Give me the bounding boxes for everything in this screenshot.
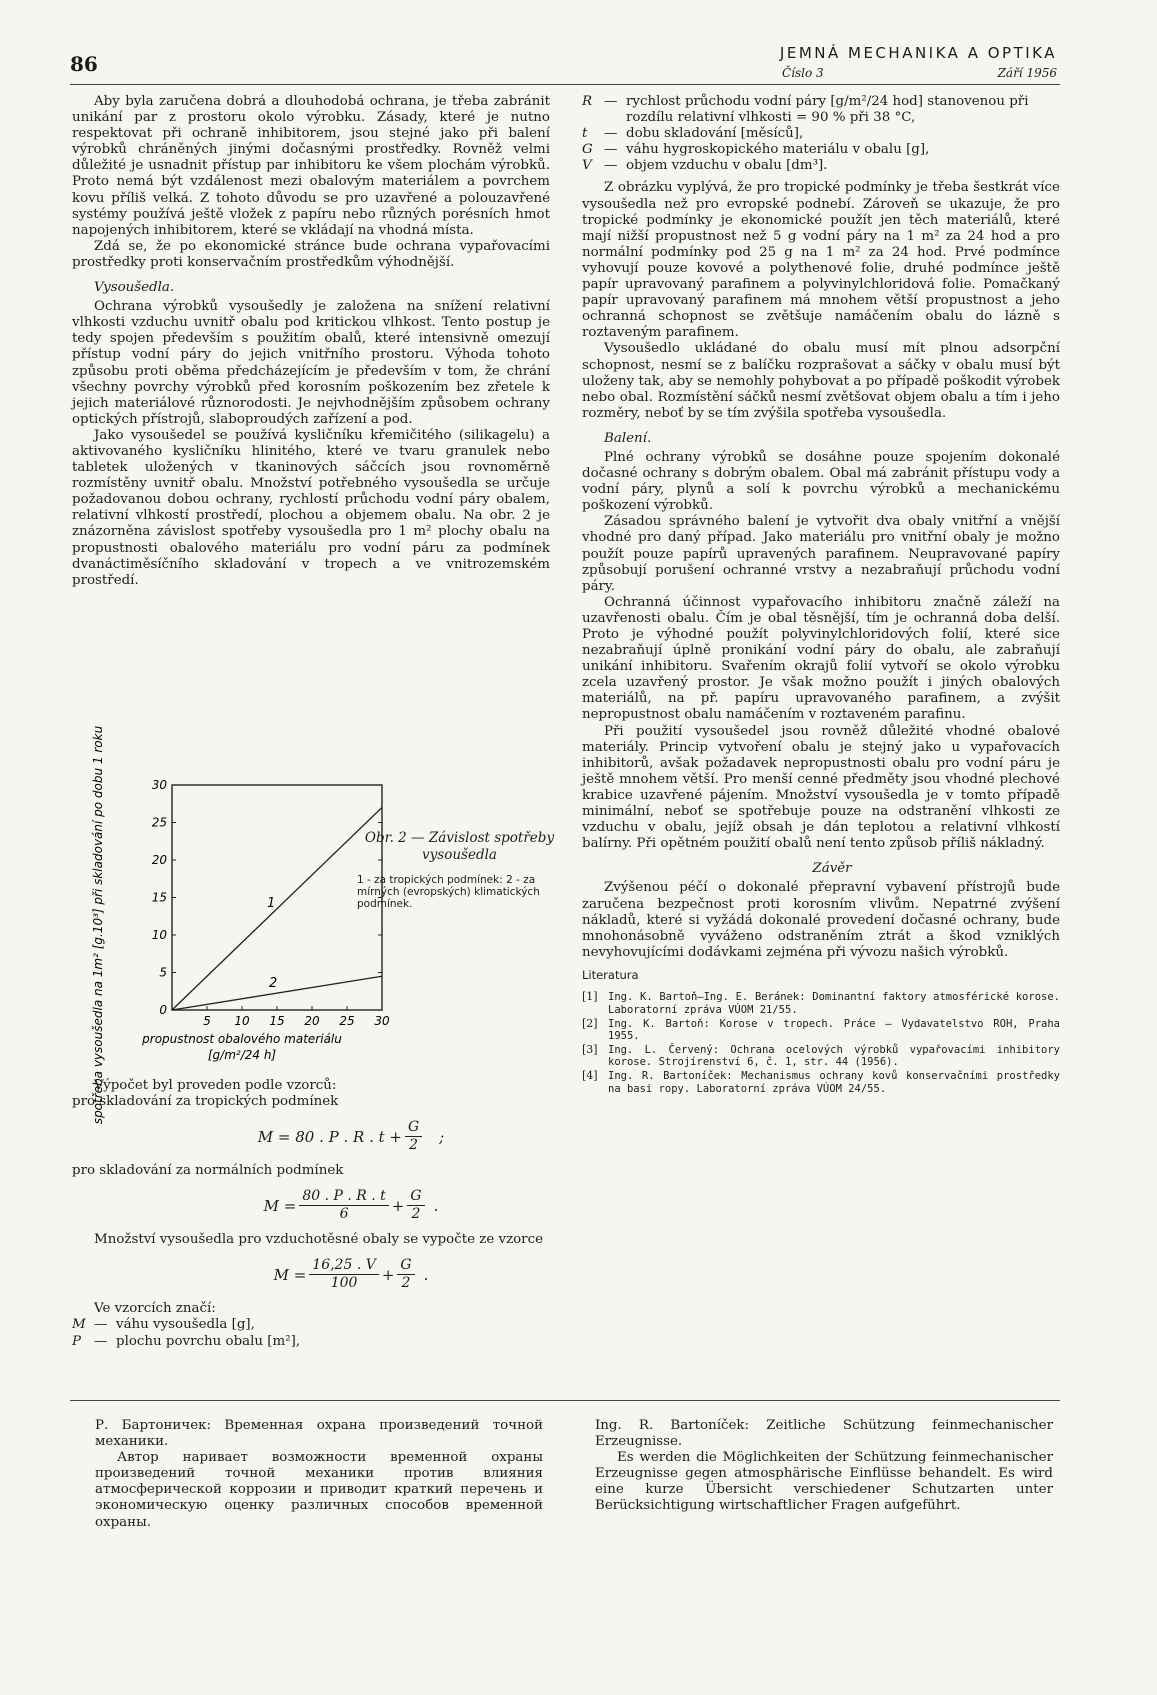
x-axis-label: propustnost obalového materiálu: [142, 1032, 342, 1046]
paragraph: Z obrázku vyplývá, že pro tropické podmínky je třeba šestkrát více vysoušedla než pro evropské podnebí. Zároveň se ukazuje, že pro tropické podmínky je ekonomické použít jen těch materiálů, které mají nižší propustnost než 5 g vodní páry na 1 m² za 24 hod a pro normální podmínky pod 25 g na 1 m² za 24 hod. Prvé podmínce vyhovují pouze kovové a polythenové folie, druhé podmínce ještě papír upravovaný parafinem a polyvinylchloridová folie. Pomačkaný papír upravovaný parafinem má mnohem větší propustnost a jeho ochranná schopnost se zvětšuje namáčením obalu do lázně s roztaveným parafinem.: [582, 180, 1060, 341]
header-rule: [70, 84, 1060, 85]
literature-number: [1]: [582, 990, 598, 1004]
section-heading-zaver: Závěr: [812, 861, 852, 877]
numerator: G: [397, 1257, 414, 1275]
literature: [582, 969, 1060, 1095]
literature-item: [582, 991, 1060, 1016]
fraction: [309, 1257, 379, 1292]
paragraph: Výpočet byl proveden podle vzorců:: [94, 1078, 337, 1093]
x-tick-label: 15: [269, 1014, 285, 1028]
right-column: [582, 94, 1060, 1096]
formula-term: M =: [263, 1196, 297, 1215]
definition-text: plochu povrchu obalu [m²],: [116, 1333, 301, 1349]
y-tick-label: 0: [159, 1003, 167, 1017]
literature-number: [3]: [582, 1042, 598, 1056]
issue-date: Září 1956: [997, 66, 1057, 80]
fraction: [407, 1188, 424, 1223]
formula-section: [72, 1078, 550, 1350]
literature-text: Ing. K. Bartoň: Korose v tropech. Práce — Vydavatelstvo ROH, Praha 1955.: [608, 1017, 1060, 1043]
literature-item: [582, 1018, 1060, 1043]
denominator: 6: [339, 1206, 349, 1223]
literature-text: Ing. R. Bartoníček: Mechanismus ochrany kovů konservačními prostředky na basi ropy. Laboratorní zpráva VÚOM 24/55.: [608, 1070, 1060, 1095]
definition-text: váhu vysoušedla [g],: [116, 1317, 255, 1333]
y-tick-label: 15: [151, 890, 167, 905]
symbol-definitions-right: [582, 94, 1060, 174]
paragraph: pro skladování za normálních podmínek: [72, 1163, 344, 1179]
chart-series: [172, 808, 382, 1011]
formula-airtight: [152, 1257, 550, 1292]
paragraph: Ochranná účinnost vypařovacího inhibitoru značně záleží na uzavřenosti obalu. Čím je obal těsnější, tím je ochranná doba delší. Proto je výhodné použít polyvinylchloridových folií, které sice nezabraňují úplně pronikání vodní páry do obalu, ale zabraňují unikání inhibitoru. Svařením okrajů folií vytvoří se okolo výrobku zcela uzavřený prostor. Je však možno použít i jiných obalových materiálů, na př. papíru upravovaného parafinem, a zvýšit nepropustnost obalu namáčením v roztaveném parafinu.: [582, 594, 1060, 723]
paragraph: Zásadou správného balení je vytvořit dva obaly vnitřní a vnější vhodné pro daný případ. Jako materiálu pro vnitřní obaly je možno použít pouze papírů upravených parafinem. Neupravované papíry způsobují porušení ochranné vrstvy a nezabraňují průchodu vodní páry.: [582, 514, 1060, 594]
literature-item: [582, 1044, 1060, 1069]
definition-item: t — dobu skladování [měsíců],: [582, 126, 1060, 142]
paragraph: Zdá se, že po ekonomické stránce bude ochrana vypařovacími prostředky proti konservačním prostředkům výhodnější.: [72, 238, 550, 270]
figure-caption-title: Obr. 2 — Závislost spotřeby vysoušedla: [364, 830, 555, 863]
definition-symbol: t: [582, 126, 588, 142]
fraction: [405, 1119, 422, 1154]
abstract-body: Es werden die Möglichkeiten der Schützung feinmechanischer Erzeugnisse gegen atmosphärische Einflüsse behandelt. Es wird eine kurze Übersicht verschiedener Schutzarten unter Berücksichtigung wirtschaftlicher Fragen aufgeführt.: [595, 1450, 1053, 1514]
x-axis-unit: [g/m²/24 h]: [207, 1048, 277, 1062]
x-tick-label: 25: [339, 1014, 355, 1028]
literature-text: Ing. L. Červený: Ochrana ocelových výrobků vypařovacími inhibitory korose. Strojírenství 6, č. 1, str. 44 (1956).: [608, 1043, 1060, 1069]
figure-caption-legend: 1 - za tropických podmínek: 2 - za mírných (evropských) klimatických podmínek.: [357, 874, 540, 910]
definition-symbol: G: [582, 142, 593, 158]
abstract-russian: [95, 1418, 543, 1531]
fraction: [397, 1257, 414, 1292]
issue-line: [782, 66, 1057, 80]
abstract-title: Р. Бартоничек: Временная охрана произведений точной механики.: [95, 1418, 543, 1450]
x-tick-label: 20: [304, 1014, 320, 1028]
x-tick-label: 30: [374, 1014, 390, 1028]
formula-end: .: [423, 1265, 429, 1284]
formula-end: ;: [439, 1127, 445, 1146]
literature-item: [582, 1070, 1060, 1095]
literature-text: Ing. K. Bartoň—Ing. E. Beránek: Dominantní faktory atmosférické korose. Laboratorní zpráva VÚOM 21/55.: [608, 991, 1060, 1017]
y-tick-label: 20: [151, 853, 167, 867]
denominator: 2: [401, 1275, 411, 1292]
y-tick-label: 25: [151, 815, 167, 830]
formula-plus: +: [381, 1265, 395, 1284]
definition-item: M — váhu vysoušedla [g],: [72, 1317, 550, 1333]
definition-text: rychlost průchodu vodní páry [g/m²/24 hod] stanovenou při rozdílu relativní vlhkosti = 90 % při 38 °C,: [626, 94, 1029, 126]
denominator: 100: [330, 1275, 358, 1292]
y-axis-label: spotřeba vysoušedla na 1m² [g.10³] při skladování po dobu 1 roku: [91, 725, 105, 1125]
definition-symbol: R: [582, 94, 593, 109]
formula-plus: +: [391, 1196, 405, 1215]
formula-end: .: [433, 1196, 439, 1215]
paragraph: pro skladování za tropických podmínek: [72, 1094, 339, 1110]
definition-symbol: V: [582, 158, 592, 174]
definition-item: G — váhu hygroskopického materiálu v obalu [g],: [582, 142, 1060, 158]
paragraph: Jako vysoušedel se používá kysličníku křemičitého (silikagelu) a aktivovaného kysličníku hlinitého, které ve tvaru granulek nebo tabletek uložených v tkaninových sáčcích jsou rovnoměrně rozmístěny uvnitř obalu. Množství potřebného vysoušedla se určuje požadovanou dobou ochrany, rychlostí průchodu vodní páry obalem, relativní vlhkostí prostředí, plochou a objemem obalu. Na obr. 2 je znázorněna závislost spotřeby vysoušedla pro 1 m² plochy obalu na propustnosti obalového materiálu pro vodní páru za podmínek dvanáctiměsíčního skladování v tropech a ve vnitrozemském prostředí.: [72, 427, 550, 588]
numerator: G: [407, 1188, 424, 1206]
y-tick-label: 10: [151, 928, 167, 942]
paragraph: Ve vzorcích značí:: [94, 1301, 216, 1317]
literature-number: [4]: [582, 1069, 598, 1083]
x-tick-label: 5: [203, 1014, 211, 1028]
paragraph: Plné ochrany výrobků se dosáhne pouze spojením dokonalé dočasné ochrany s dobrým obalem. Obal má zabránit přístupu vody a vodní páry, plynů a solí k povrchu výrobků a mechanickému poškození výrobků.: [582, 449, 1060, 514]
y-tick-label: 30: [151, 778, 167, 792]
formula-tropical: [152, 1119, 550, 1154]
symbol-definitions-left: [72, 1317, 550, 1349]
running-header: [780, 44, 1057, 80]
numerator: G: [405, 1119, 422, 1137]
paragraph: Aby byla zaručena dobrá a dlouhodobá ochrana, je třeba zabránit unikání par z prostoru okolo výrobku. Zásady, které je nutno respektovat při ochraně inhibitorem, jsou stejné jako při balení výrobků chráněných jinými dočasnými prostředky. Rovněž velmi důležité je usnadnit přístup par inhibitoru ke všem plochám výrobků. Proto nemá být vzdálenost mezi obalovým materiálem a povrchem kovu příliš velká. Z tohoto důvodu se pro uzavřené a polouzavřené systémy používá ještě vložek z papíru nebo různých porésních hmot napojených inhibitorem, které se vkládají na vhodná místa.: [72, 94, 550, 238]
literature-heading: Literatura: [582, 967, 639, 982]
series-label-1: 1: [267, 895, 276, 911]
abstract-german: [595, 1418, 1053, 1515]
formula-term: M =: [273, 1265, 307, 1284]
section-heading-baleni: Balení.: [604, 430, 652, 446]
definition-symbol: M: [72, 1317, 86, 1333]
definition-symbol: P: [72, 1333, 82, 1349]
fraction: [299, 1188, 388, 1223]
x-tick-label: 10: [234, 1014, 250, 1028]
numerator: 80 . P . R . t: [299, 1188, 388, 1206]
paragraph: Ochrana výrobků vysoušedly je založena na snížení relativní vlhkosti vzduchu uvnitř obalu pod kritickou vlhkost. Tento postup je tedy spojen především s použitím obalů, které intensivně omezují přístup vodní páry do jejich vnitřního prostoru. Výhoda tohoto způsobu proti oběma předcházejícím je především v tom, že chrání všechny povrchy výrobků před korosním poškozením bez zřetele k jejich materiálové různorodosti. Je nejvhodnějším způsobem ochrany optických přístrojů, slaboproudých zařízení a pod.: [72, 299, 550, 427]
denominator: 2: [409, 1137, 419, 1154]
definition-text: váhu hygroskopického materiálu v obalu [g],: [626, 142, 930, 158]
section-heading-vysousedla: Vysoušedla.: [94, 280, 175, 296]
journal-title: JEMNÁ MECHANIKA A OPTIKA: [779, 44, 1057, 62]
paragraph: Množství vysoušedla pro vzduchotěsné obaly se vypočte ze vzorce: [94, 1232, 544, 1248]
issue-number: Číslo 3: [782, 66, 824, 80]
paragraph: Při použití vysoušedel jsou rovněž důležité vhodné obalové materiály. Princip vytvoření obalu je stejný jako u vypařovacích inhibitorů, avšak požadavek nepropustnosti obalu pro vodní páru je ještě mnohem větší. Pro menší cenné předměty jsou vhodné plechové krabice uzavřené pájením. Množství vysoušedla je v tomto případě minimální, neboť se spotřebuje pouze na odstranění vlhkosti ze vzduchu v obalu, jejíž obsah je dán teplotou a relativní vlhkostí balírny. Při opětném použití obalů není tento způsob příliš nákladný.: [582, 723, 1060, 852]
definition-item: R — rychlost průchodu vodní páry [g/m²/24 hod] stanovenou při rozdílu relativní vlhkosti = 90 % při 38 °C,: [582, 94, 1060, 126]
abstract-title: Ing. R. Bartoníček: Zeitliche Schützung feinmechanischer Erzeugnisse.: [595, 1418, 1053, 1450]
y-tick-label: 5: [159, 965, 167, 980]
abstract-body: Автор нариваeт возможности временной охраны произведений точной механики против влияния атмосферической коррозии и приводит краткий перечень и экономическую оценку различных способов временной охраны.: [95, 1450, 543, 1530]
definition-text: dobu skladování [měsíců],: [626, 126, 804, 142]
page-number: 86: [70, 52, 98, 76]
definition-text: objem vzduchu v obalu [dm³].: [626, 158, 828, 174]
literature-number: [2]: [582, 1016, 598, 1030]
left-column: [72, 94, 550, 589]
definition-item: P — plochu povrchu obalu [m²],: [72, 1334, 550, 1350]
definition-item: V — objem vzduchu v obalu [dm³].: [582, 158, 1060, 174]
paragraph: Vysoušedlo ukládané do obalu musí mít plnou adsorpční schopnost, nesmí se z balíčku rozprašovat a sáčky v obalu musí být uloženy tak, aby se nemohly pohybovat a po případě poškodit výrobek nebo obal. Rozmístění sáčků nesmí zvětšovat objem obalu a tím i jeho rozměry, neboť by se tím zvýšila spotřeba vysoušedla.: [582, 341, 1060, 421]
figure-caption: [357, 830, 562, 910]
numerator: 16,25 . V: [309, 1257, 379, 1275]
abstract-rule: [70, 1400, 1060, 1401]
formula-normal: [152, 1188, 550, 1223]
denominator: 2: [411, 1206, 421, 1223]
series-label-2: 2: [269, 976, 278, 992]
formula-term: M = 80 . P . R . t +: [257, 1127, 402, 1146]
paragraph: Zvýšenou péčí o dokonalé přepravní vybavení přístrojů bude zaručena bezpečnost proti korosním vlivům. Nepatrné zvýšení nákladů, které si vyžádá dokonalé provedení dočasné ochrany, bude mnohonásobně vyváženo odstraněním ztrát a škod vzniklých nevyhovujícími dodávkami zejména při vývozu našich výrobků.: [582, 880, 1060, 960]
